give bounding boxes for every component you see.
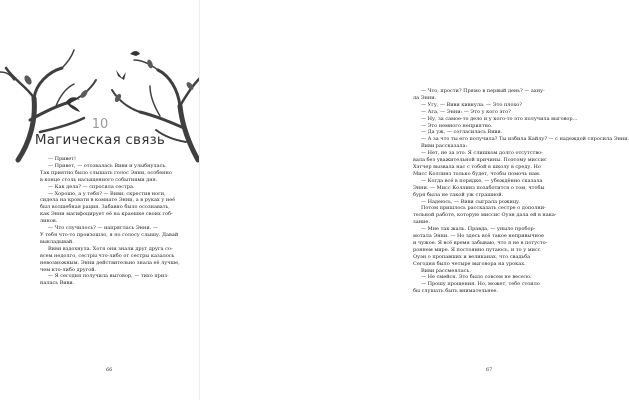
chapter-number: 10 — [91, 117, 109, 132]
text-line: тельной работе, которую миссис Оуэн дала ей в нака- — [413, 212, 557, 219]
text-line: — Привет! — [48, 156, 77, 162]
text-line: ла Энни. — [413, 94, 437, 101]
text-line: — Как дела? — спросила сестра. — [48, 183, 135, 190]
text-line: — Не смейся. Это было совсем не весело. — [421, 274, 532, 281]
text-line: линов. — [40, 218, 58, 225]
text-line: — Надеюсь, — Виви сыграла рожицу. — [421, 198, 521, 205]
text-line: — Это немного неприятно. — [421, 122, 493, 129]
text-line: сидела на кровати в комнате Энни, а в руках у неё — [40, 197, 176, 204]
text-line: Энни. — Мисс Коллинз позаботится о том, чтобы — [413, 184, 545, 191]
text-line: мотала Энни. — Но здесь всё такое непривычное — [413, 233, 544, 240]
text-line: — Привет, — отозвалась Виви и улыбнулась. — [48, 162, 167, 169]
text-line: зание. — [413, 219, 430, 226]
text-line: Мисс Коллинз только будет, чтобы помочь нам. — [413, 170, 541, 177]
right-page-body-text — [413, 88, 629, 295]
text-line: бы слушать быть внимательнее. — [413, 288, 499, 295]
page-number-left: 66 — [106, 367, 113, 373]
text-line: Сегодня было четыре выговора на уроках. — [413, 260, 526, 267]
text-line: невозможным. Энни действительно знала её лучше, — [40, 259, 180, 266]
text-line: — Что, прости? Прямо в первый день? — ахну- — [421, 88, 545, 94]
text-line: — Мне так жаль. Правда, — уныло пробор- — [421, 226, 536, 233]
text-line: — Я сегодня получила выговор, — тихо приз- — [48, 273, 169, 280]
text-line: — Нет, не за это. Я слишком долго отсутство- — [421, 150, 543, 157]
left-page — [0, 0, 200, 400]
text-line: выкладывай. — [40, 238, 74, 245]
text-line: Так приятно было слышать голос Энни, особенно — [40, 169, 172, 176]
left-page-body-text — [40, 156, 180, 287]
text-line: — Ага, — Энни: — Это у кого это? — [421, 108, 511, 115]
text-line: роннем мире. Я постоянно путаюсь, и то у мисс — [413, 246, 541, 253]
text-line: всем недолго, сестры что-либо от сестры казалось — [40, 252, 175, 259]
text-line: — Угу, — Виви кивнула. — Это плохо? — [421, 101, 522, 108]
page-number-right: 67 — [486, 367, 493, 373]
text-line: — А за что ты его получила? Ты избила Кайлу? — с надеждой спросила Энни. — [421, 136, 629, 143]
text-line: как Энни магифоцирует её на краешке своих гоб- — [40, 211, 173, 218]
text-line: Виви рассмеялась. — [421, 267, 471, 274]
text-line: — Когда всё в порядке, — убеждённо сказала — [421, 177, 543, 184]
text-line: — Хорошо, а у тебя? — Виви, скрестив ноги, — [48, 190, 166, 197]
text-line: налась Виви. — [40, 280, 75, 287]
text-line: Хэтчер вызвала нас с тобой в школу в среду. Но — [413, 163, 541, 170]
text-line: — Что случилось? — напряглась Энни. — — [48, 225, 158, 232]
text-line: Виви рассказала: — [421, 143, 468, 150]
right-page — [200, 0, 629, 400]
text-line: и чужое. Я всё время забываю, что я не в потусто- — [413, 239, 548, 246]
text-line: — Прошу прощения. Но, может, тебе стоило — [421, 281, 540, 288]
text-line: вала без уважительной причины. Поэтому миссис — [413, 157, 547, 164]
text-line: — Да уж, — согласилась Виви. — [421, 129, 503, 136]
text-line: У тебя что-то произошло, я по голосу слышу. Давай — [40, 231, 179, 238]
text-line: Оуэн о пропавших и великанах, что свадьба — [413, 253, 531, 260]
text-line: чем кто-либо другой. — [40, 266, 97, 273]
text-line: в конце столь насыщенного событиями дня. — [40, 176, 158, 183]
text-line: — Ну, за самое-то дело и у кого-то это получила выговор... — [421, 115, 578, 122]
chapter-title: Магическая связь — [34, 132, 166, 148]
text-line: буря была не такой уж страшной. — [413, 191, 504, 198]
text-line: был волшебная рация. Забавно было осознавать, — [40, 204, 170, 211]
text-line: Виви вздохнула. Хотя они знали друг друга со- — [48, 245, 173, 252]
text-line: Потом пришлось рассказать сестре о дополни- — [421, 205, 546, 212]
